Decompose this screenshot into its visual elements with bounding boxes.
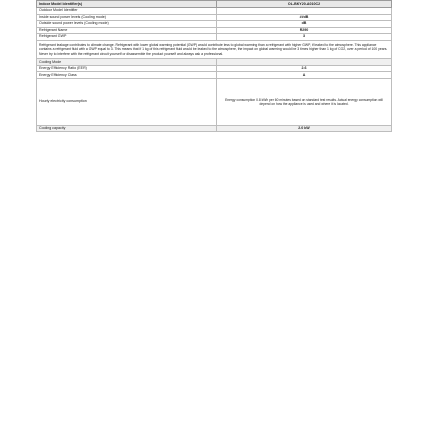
cooling-mode-label: Cooling Mode (37, 59, 217, 66)
refrigerant-note: Refrigerant leakage contributes to climate change. Refrigerant with lower global warming potential (GWP) would contribute less to global warming than a refrigerant with higher GWP, if leaked to the atmosphere. This appliance contains a refrigerant fluid with a GWP equal to 3. This means that if 1 kg of this refrigerant fluid would be leaked to the atmosphere, the impact on global warming would be 3 times higher than 1 kg of CO2, over a period of 100 years. Never try to interfere with the refrigerant circuit yourself or disassemble the product yourself and always ask a professional. (37, 40, 392, 59)
hourly-consumption-value: Energy consumption 0.8 kWh per 60 minutes based on standard test results. Actual energy consumption will depend on how the appliance is used and where it is located. (217, 78, 392, 125)
specification-table (36, 0, 392, 132)
refrigerant-gwp-label: Refrigerant GWP (37, 34, 217, 41)
eer-label: Energy Efficiency Ratio (EER) (37, 65, 217, 72)
refrigerant-gwp-value: 3 (217, 34, 392, 41)
indoor-sound-value: ##dB (217, 14, 392, 21)
outdoor-sound-label: Outside sound power levels (Cooling mode) (37, 21, 217, 28)
efficiency-class-label: Energy Efficiency Class (37, 72, 217, 79)
indoor-sound-label: Inside sound power levels (Cooling mode) (37, 14, 217, 21)
refrigerant-name-value: R290 (217, 27, 392, 34)
efficiency-class-value: A (217, 72, 392, 79)
table-header-row (37, 1, 392, 8)
product-fiche (36, 0, 392, 132)
hourly-consumption-label: Hourly electricity consumption (37, 78, 217, 125)
outdoor-identifier-label: Outdoor Model Identifier (37, 8, 217, 15)
refrigerant-name-label: Refrigerant Name (37, 27, 217, 34)
header-label: Indoor Model Identifier(s) (37, 1, 217, 8)
eer-value: 2.6 (217, 65, 392, 72)
cooling-capacity-label: Cooling capacity (37, 125, 217, 132)
table-row (37, 78, 392, 125)
outdoor-sound-value: dB (217, 21, 392, 28)
header-model-value: OL-BKY20-A010C2 (217, 1, 392, 8)
cooling-capacity-value: 2.0 kW (217, 125, 392, 132)
table-row (37, 40, 392, 59)
section-row (37, 125, 392, 132)
